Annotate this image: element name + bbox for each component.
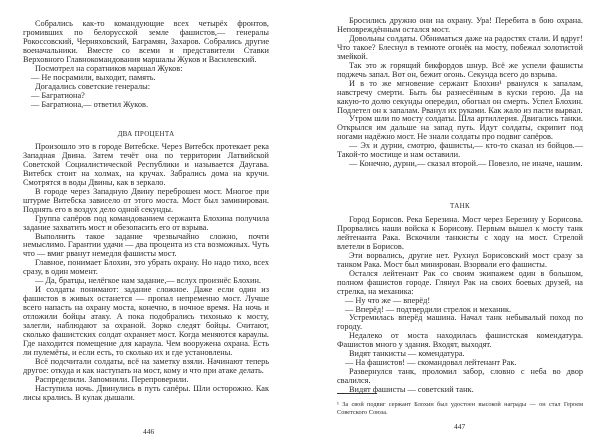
paragraph: Видят танкисты — комендатура. [349, 349, 465, 359]
paragraph: Довольны солдаты. Обниматься даже на радостях стали. И вдруг! Что такое? Блеснул в темноте огонёк на мосту, побежал золотистой змейкой. [337, 33, 583, 61]
paragraph: Всё подсчитали солдаты, всё на заметку взяли. Начинают теперь другое: откуда и как наступать на мост, кому и что при атаке делать. [23, 356, 269, 375]
paragraph: Недалеко от моста находилась фашистская комендатура. Фашистов много у здания. Входят, выходят. [337, 331, 583, 350]
paragraph: И солдаты понимают: задание сложное. Даже если один из фашистов в живых останется — пропал непременно мост. Лучше всего напасть на охрану моста, конечно, в ночное время. На ночь и отложили бойцы атаку. А пока подобрались тихонько к мосту, залегли, наблюдают за охраной. Зорко следят бойцы. Считают, сколько фашистских солдат охраняет мост. Когда меняются караулы. Где находится помещение для караула. Чем вооружена охрана. Есть ли пулемёты, и если есть, то сколько их и где установлены. [23, 285, 269, 357]
paragraph: В городе через Западную Двину переброшен мост. Многое при штурме Витебска зависело от этого моста. Мост был заминирован. Поднять его в воздух дело одной секунды. [23, 186, 269, 214]
page-number: 447 [454, 422, 466, 431]
tank-chapter-text [337, 216, 583, 395]
paragraph: Распределили. Запомнили. Перепроверили. [35, 374, 189, 384]
paragraph: Собрались как-то командующие всех четырёх фронтов, громивших по белорусской земле фашистов,— генералы Рокоссовский, Черняховский, Баграмян, Захаров. Собрались другие военачальники. Вместе со всеми и представители Ставки Верховного Главнокомандования маршалы Жуков и Василевский. [23, 19, 269, 64]
section-title: ДВА ПРОЦЕНТА [117, 130, 175, 138]
paragraph: — Эх и дурни, смотрю, фашисты,— кто-то сказал из бойцов.— Такой-то мостище и нам оставили. [337, 141, 583, 160]
paragraph: — Не посрамили, выходит, память. [31, 72, 156, 82]
paragraph: Развернулся танк, проломил забор, словно с неба во двор свалился. [337, 367, 583, 386]
footnote: ¹ За свой подвиг сержант Блохин был удостоен высокой награды — он стал Героем Советского Союза. [337, 401, 583, 416]
page-number: 446 [143, 427, 155, 436]
paragraph: Догадались советские генералы: [35, 81, 151, 91]
paragraph: — Вперёд! — подтвердили стрелок и механик. [345, 304, 512, 314]
paragraph: Утром шли по мосту солдаты. Шла артиллерия. Двигались танки. Открылся им дальше на запад путь. Идут солдаты, скрипит под ногами надёжно мост. Не знали солдаты про подвиг сапёров. [337, 114, 583, 142]
intro-text [23, 20, 269, 110]
paragraph: Наступила ночь. Двинулись в путь сапёры. Шли осторожно. Как лисы крались. В кулак дышали. [23, 383, 269, 402]
paragraph: Посмотрел на соратников маршал Жуков: [35, 63, 183, 73]
paragraph: Эти ворвались, другие нет. Рухнул Борисовский мост сразу за танком Рака. Мост был минирован. Взорвали его фашисты. [337, 250, 583, 269]
paragraph: Группа сапёров под командованием сержанта Блохина получила задание захватить мост и обезопасить его от взрыва. [23, 213, 269, 232]
paragraph: Главное, понимает Блохин, это убрать охрану. Но надо тихо, всех сразу, в один момент. [23, 258, 269, 277]
paragraph: — На фашистов! — скомандовал лейтенант Рак. [345, 358, 517, 368]
paragraph: — Багратиона? [31, 90, 85, 100]
paragraph: — Ну что же — вперёд! [345, 295, 431, 305]
paragraph: Видят фашисты — советский танк. [349, 385, 474, 395]
chapter-text-continued [337, 17, 583, 169]
paragraph: Выполнить такое задание чрезвычайно сложно, почти немыслимо. Гарантии удачи — два процента из ста возможных. Чуть что — вмиг рванут немедля фашисты мост. [23, 231, 269, 259]
chapter-text [23, 143, 269, 403]
paragraph: — Конечно, дурни,— сказал второй.— Повезло, не иначе, нашим. [349, 159, 583, 169]
paragraph: Остался лейтенант Рак со своим экипажем один в большом, полном фашистов городе. Глянул Рак на своих боевых друзей, на стрелка, на механика: [337, 268, 583, 296]
paragraph: — Багратиона,— ответил Жуков. [31, 99, 149, 109]
paragraph: — Да, братцы, нелёгкое нам задание,— вслух произнёс Блохин. [35, 276, 262, 286]
paragraph: Город Борисов. Река Березина. Мост через Березину у Борисова. Прорвались наши войска к Борисову. Первым вышел к мосту танк лейтенанта Рака. Вскочили танкисты с ходу на мост. Стрелой влетели в Борисов. [337, 215, 583, 251]
paragraph: Устремилась вперёд машина. Начал танк небывалый поход по городу. [337, 313, 583, 332]
paragraph: Бросились дружно они на охрану. Ура! Перебита в бою охрана. Неповреждённым остался мост. [337, 16, 583, 34]
paragraph: Произошло это в городе Витебске. Через Витебск протекает река Западная Двина. Затем течёт она по территории Латвийской Советской Социалистической Республики и называется Даугава. Витебск стоит на холмах, на кручах. Забрались дома на кручи. Смотрятся в воды Двины, как в зеркало. [23, 142, 269, 187]
right-page [300, 0, 600, 448]
paragraph: И в то же мгновение сержант Блохин¹ рванулся к запалам, навстречу смерти. Быть бы разнесённым в куски герою. Да на какую-то долю секунды опередил, обогнал он смерть. Успел Блохин. Подлетел он к запалам. Рванул их руками. Как жало из пасти вырвал. [337, 78, 583, 115]
section-title: ТАНК [450, 202, 470, 210]
footnote-divider [337, 393, 377, 394]
paragraph: Так это ж горящий бикфордов шнур. Всё же успели фашисты поджечь запал. Вот он, бежит огонь. Секунда всего до взрыва. [337, 60, 583, 79]
